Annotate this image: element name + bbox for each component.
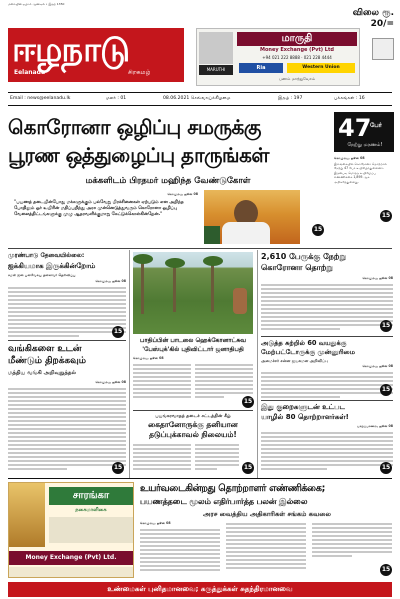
- right-story2-page-ref[interactable]: 15: [380, 384, 392, 396]
- lead-dateline: கொழும்பு, ஜூன் 08: [167, 192, 198, 196]
- ad-brand-en: Money Exchange (Pvt) Ltd: [260, 47, 334, 53]
- right-story1-dateline: கொழும்பு, ஜூன் 08: [362, 276, 393, 280]
- ad-left-tag: MARUTHI: [199, 65, 233, 75]
- right-story2-byline: அமைச்சர் சன்ன ஜயசுமன அறிவிப்பு: [261, 358, 328, 363]
- right-story1-body: [261, 282, 393, 332]
- pm-photo-plant: [204, 226, 220, 244]
- bottom-page-ref[interactable]: 15: [380, 564, 392, 576]
- deaths-number: 47: [338, 114, 372, 142]
- right-story2-dateline: கொழும்பு, ஜூன் 08: [362, 364, 393, 368]
- photo-palm-crown: [133, 254, 153, 264]
- left-story2-body: [8, 386, 126, 474]
- photo-palm-trunk: [141, 258, 144, 314]
- issue-label: இதழ் : 197: [278, 96, 303, 101]
- center-lower-body-col1: [133, 442, 191, 476]
- left-story2-page-ref[interactable]: 15: [112, 462, 124, 474]
- center-page-ref[interactable]: 15: [242, 396, 254, 408]
- ad-service-wu: Western Union: [287, 63, 355, 73]
- lead-subhead: மக்களிடம் பிரதமர் மஹிந்த வேண்டுகோள்: [85, 176, 251, 186]
- center-lower-headline-line2[interactable]: தடுப்புக்காவல் நிலையம்!: [149, 430, 237, 439]
- pm-photo: [204, 190, 300, 244]
- footer-slogan: உண்மைகள் புனிதமானவை; கருத்துக்கள் சுதந்திரமானவை: [8, 582, 392, 597]
- photo-palm-trunk: [211, 260, 214, 312]
- pm-photo-shoulders: [222, 222, 270, 244]
- top-advertisement[interactable]: [196, 28, 360, 86]
- ad-brand: மாருதி: [237, 32, 357, 46]
- center-lower-headline-line1[interactable]: கைதானோருக்கு தனியான: [148, 420, 238, 429]
- deaths-box[interactable]: [334, 112, 394, 152]
- deaths-page-ref[interactable]: 15: [380, 210, 392, 222]
- right-story2-body: [261, 370, 393, 400]
- ad-service-ria: Ria: [239, 63, 283, 73]
- right-story2-headline-line2[interactable]: மேற்பட்டோருக்கு முன்னுரிமை: [261, 348, 356, 356]
- lead-headline-line1[interactable]: கொரோனா ஒழிப்பு சமருக்கு: [8, 115, 261, 139]
- ad-logo-image: [199, 32, 233, 64]
- left-story1-page-ref[interactable]: 15: [112, 326, 124, 338]
- lead-headline-line2[interactable]: பூரண ஒத்துழைப்பு தாருங்கள்: [8, 143, 269, 167]
- bottom-body-col1: [140, 527, 220, 577]
- bottom-body-col3: [312, 521, 392, 565]
- right-story3-dateline: யாழ்ப்பாணம், ஜூன் 08: [356, 424, 393, 428]
- left-story1-headline[interactable]: ஐக்கியமாக இருக்கின்றோம்: [8, 262, 96, 270]
- center-photo-caption: பாதிப்பின் பாடலை ஹெக்கோனாட்சுவ: [140, 337, 246, 344]
- center-dateline: கொழும்பு, ஜூன் 08: [133, 356, 164, 360]
- ad-footer-strip: [9, 567, 133, 577]
- photo-palm-trunk: [173, 262, 176, 312]
- photo-palm-crown: [203, 256, 223, 266]
- volume-label: மலர் : 01: [106, 96, 127, 101]
- masthead-info-bar: [8, 94, 392, 104]
- deaths-body: இலங்கையில் கொரோனா தொற்றால் நேற்று 47 பேர் உயிரிழந்துள்ளனர். இதன்படி மொத்த உயிரிழப்பு எண்ணிக்கை 1,895 ஆக அதிகரித்துள்ளது.: [334, 162, 387, 184]
- center-body-col1: [133, 362, 191, 402]
- masthead-top-note: மலையின் ஏழாம் ஆண்டில் • இதழ் 1350: [8, 2, 65, 6]
- center-lower-body-col2: [195, 442, 239, 476]
- lead-quote: "பயணத் தடையின்போது மக்களுக்கும் பல்வேறு பிரச்சினைகள் ஏற்படும் என அறிந்த போதிலும் ஓர் உயிரின் மதிப்பறிந்து அரச முன்னெடுத்துவரும் கொரோனா ஒழிப்பு வேலைத்திட்டங்களுக்கு முழு ஆதரவளிக்குமாறு கேட்டுக்கொள்கின்றேன்.": [14, 200, 184, 217]
- date-label: 08.06.2021 செவ்வாய்க்கிழமை: [163, 96, 231, 101]
- right-story1-headline-line2[interactable]: கொரோனா தொற்று: [261, 263, 333, 272]
- center-lower-kicker: பயங்கரவாதத் தடைச் சட்டத்தின் கீழ்: [155, 414, 231, 419]
- masthead-logo: ஈழநாடு: [12, 30, 130, 70]
- left-story2-dateline: கொழும்பு, ஜூன் 08: [95, 380, 126, 384]
- right-story1-headline-line1[interactable]: 2,610 பேருக்கு நேற்று: [261, 252, 347, 261]
- bottom-headline-line2[interactable]: பயணத்தடை மூலம் எதிர்பார்த்த பலன் இல்லை: [140, 496, 308, 506]
- bottom-subhead: அரச வைத்திய அதிகாரிகள் சங்கம் கவலை: [203, 510, 331, 518]
- bottom-dateline: கொழும்பு, ஜூன் 08: [140, 521, 171, 525]
- right-story2-headline-line1[interactable]: அடுத்த சுற்றில் 60 வயதுக்கு: [261, 339, 347, 347]
- qr-code-icon: [372, 38, 394, 60]
- deaths-unit: பேர்: [370, 122, 382, 129]
- masthead-logo-block: [8, 28, 184, 82]
- bottom-advertisement[interactable]: [8, 482, 134, 578]
- bottom-body-col2: [226, 521, 306, 577]
- left-story1-dateline: கொழும்பு, ஜூன் 08: [95, 279, 126, 283]
- bottom-headline-line1[interactable]: உயர்வடைகின்றது தொற்றாளர் எண்ணிக்கை;: [140, 483, 326, 494]
- right-story3-headline-line1[interactable]: இது குறைகளுடன் உட்பட: [261, 403, 345, 411]
- center-lower-page-ref[interactable]: 15: [242, 462, 254, 474]
- left-story2-subhead: மத்திய வங்கி அறிவுறுத்தல்: [8, 370, 77, 376]
- deaths-dateline: கொழும்பு, ஜூன் 08: [334, 156, 365, 160]
- photo-palm-crown: [165, 258, 185, 268]
- bottom-ad-brand-en: Money Exchange (Pvt) Ltd.: [9, 551, 133, 565]
- lead-page-ref[interactable]: 15: [312, 224, 324, 236]
- left-story1-body: [8, 285, 126, 337]
- right-story3-body: [261, 430, 393, 474]
- ad-note: பணம் மாற்றுவோம்: [279, 76, 315, 81]
- masthead-logo-sub: சிறகமழ்: [128, 69, 151, 76]
- masthead-logo-en: Eelanadu: [14, 69, 46, 76]
- right-story3-headline-line2[interactable]: யாழில் 80 தொற்றாளர்கள்!: [261, 413, 349, 421]
- left-story2-headline-line2[interactable]: மீண்டும் திறக்கவும்: [8, 356, 86, 366]
- left-story1-kicker: முரண்பாடு தேவையில்லை:: [8, 252, 85, 259]
- left-story2-headline-line1[interactable]: வங்கிகளை உடன்: [8, 344, 82, 354]
- center-headline[interactable]: 'பேஸ்புக்'கில் புதிவிட்டார் ஜனாதிபதி: [142, 346, 244, 353]
- coconut-farm-photo: [133, 252, 253, 334]
- ad-phones: +94 021 222 8888 · 021 228 4444: [262, 55, 332, 60]
- right-story3-page-ref[interactable]: 15: [380, 462, 392, 474]
- photo-person: [233, 288, 247, 314]
- ad-jewellery-image: [49, 517, 133, 543]
- deaths-caption: நேற்று மரணம்!: [347, 142, 383, 148]
- contact-email: Email : news@eelanadu.lk: [10, 96, 71, 101]
- right-story1-page-ref[interactable]: 15: [380, 320, 392, 332]
- price-label: விலை ரூ. 20/=: [352, 8, 394, 29]
- left-story1-byline: சமகி ஜன பலவேகய தலைவர் தெரிவிப்பு: [8, 273, 76, 277]
- bottom-ad-brand: சாரங்கா: [49, 487, 133, 505]
- pages-label: பக்கங்கள் : 16: [334, 96, 365, 101]
- ad-model-image: [9, 483, 45, 547]
- bottom-ad-brand-sub: நகைமாளிகை: [75, 507, 107, 513]
